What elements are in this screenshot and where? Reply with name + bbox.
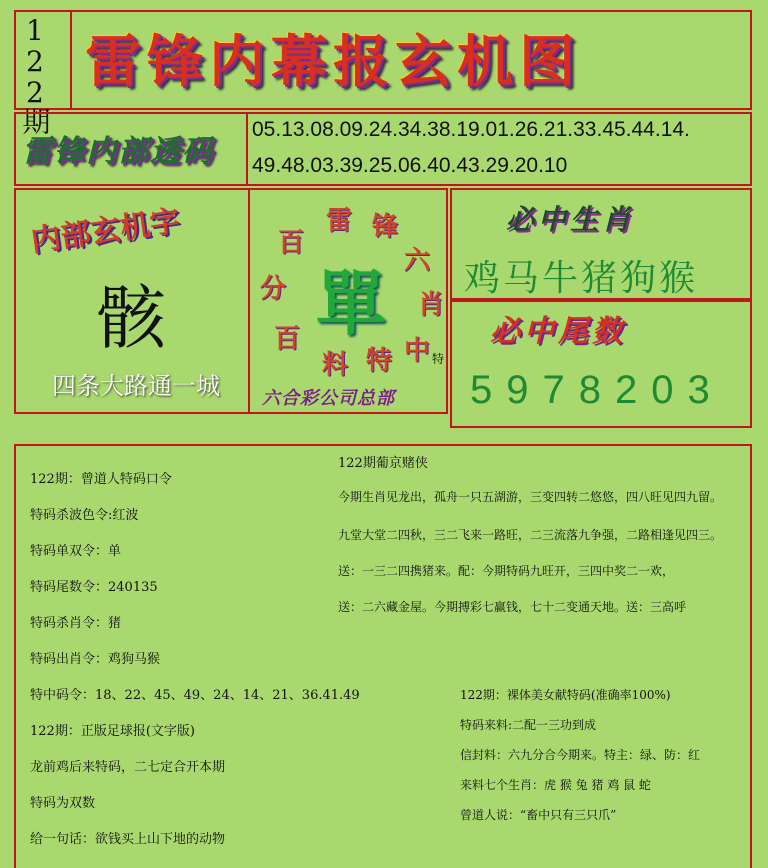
- ring-char: 特: [366, 346, 393, 376]
- ring-char: 百: [278, 228, 305, 258]
- left-line: 特码单双令：单: [30, 544, 122, 559]
- right-top-line: 今期生肖见龙出，孤舟一只五湖游，三变四转二悠悠，四八旺见四九留。: [338, 490, 723, 504]
- left-line: 特中码令：18、22、45、49、24、14、21、36.41.49: [30, 688, 360, 703]
- shengxiao-animals: 鸡马牛猪狗猴: [464, 258, 699, 299]
- issue-divider: [70, 10, 72, 110]
- ring-char: 雷: [326, 206, 353, 236]
- ring-char: 百: [274, 324, 301, 354]
- shengxiao-label: 必中生肖: [506, 203, 635, 236]
- numbers-divider: [246, 112, 248, 186]
- weishu-label: 必中尾数: [490, 314, 626, 349]
- right-bottom-line: 特码来料:二配一三功到成: [460, 718, 597, 732]
- left-line: 特码出肖令：鸡狗马猴: [30, 652, 161, 667]
- left-line: 122期：曾道人特码口令: [30, 472, 172, 487]
- right-top-line: 九堂大堂二四秋，三二飞来一路旺，二三流落九争强，二路相逢见四三。: [338, 528, 723, 542]
- ring-char: 分: [260, 274, 287, 304]
- right-top-line: 送：一三二四携猪来。配：今期特码九旺开，三四中奖二一欢，: [338, 564, 675, 578]
- page-title: 雷锋内幕报玄机图: [85, 29, 581, 95]
- xuanji-caption: 四条大路通一城: [52, 372, 220, 400]
- weishu-digits: 5978203: [470, 368, 724, 412]
- weishu-side-mark: 特: [432, 352, 445, 366]
- right-bottom-line: 来料七个生肖：虎 猴 兔 猪 鸡 鼠 蛇: [460, 778, 651, 792]
- ring-char: 六: [404, 246, 431, 276]
- xuanji-character: 骸: [96, 277, 166, 359]
- ring-char: 锋: [372, 212, 399, 242]
- center-main-character: 單: [316, 262, 386, 345]
- numbers-line-2: 49.48.03.39.25.06.40.43.29.20.10: [252, 154, 568, 177]
- right-top-title: 122期葡京赌侠: [338, 456, 428, 471]
- left-line: 122期：正版足球报(文字版): [30, 724, 195, 739]
- center-footer: 六合彩公司总部: [262, 388, 395, 409]
- numbers-label: 雷锋内部透码: [22, 134, 214, 169]
- right-bottom-line: 122期：裸体美女献特码(准确率100%): [460, 688, 671, 702]
- right-bottom-line: 曾道人说：“畜中只有三只爪”: [460, 808, 617, 822]
- right-bottom-line: 信封料：六九分合今期来。特主：绿、防：红: [460, 748, 701, 762]
- left-line: 特码尾数令：240135: [30, 580, 158, 595]
- left-line: 龙前鸡后来特码，二七定合开本期: [30, 760, 226, 775]
- issue-number: 122期: [18, 14, 52, 133]
- ring-char: 中: [404, 336, 431, 366]
- left-line: 特码杀波色令:红波: [30, 508, 139, 523]
- left-line: 给一句话：欲钱买上山下地的动物: [30, 832, 226, 847]
- left-line: 特码杀肖令：猪: [30, 616, 122, 631]
- xuanji-label: 内部玄机字: [28, 203, 183, 260]
- ring-char: 肖: [418, 290, 445, 320]
- right-top-line: 送：二六藏金屋。今期搏彩七赢钱，七十二变通天地。送：三高呼: [338, 600, 687, 614]
- numbers-line-1: 05.13.08.09.24.34.38.19.01.26.21.33.45.44.14.: [252, 118, 690, 141]
- left-line: 特码为双数: [30, 796, 96, 811]
- ring-char: 料: [322, 350, 349, 380]
